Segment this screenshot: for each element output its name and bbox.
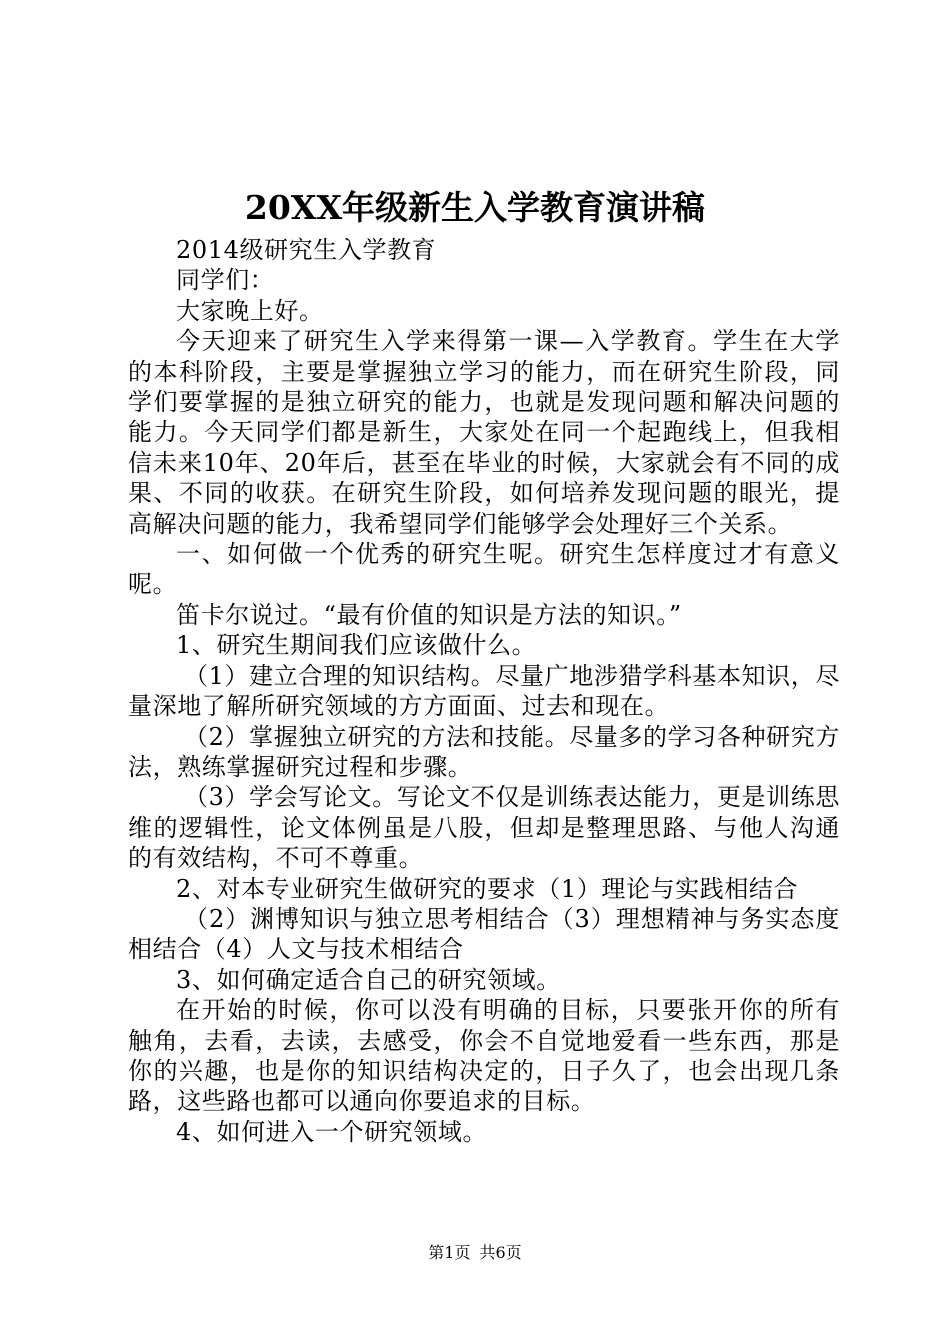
page-number: 第1页 共6页 [428, 1243, 522, 1262]
paragraph-point-1-item-3: （3）学会写论文。写论文不仅是训练表达能力，更是训练思维的逻辑性，论文体例虽是八股，但却是整理思路、与他人沟通的有效结构，不可不尊重。 [128, 783, 840, 873]
paragraph-point-1: 1、研究生期间我们应该做什么。 [176, 631, 537, 660]
paragraph-section-1-heading: 一、如何做一个优秀的研究生呢。研究生怎样度过才有意义呢。 [128, 540, 840, 599]
paragraph-point-4: 4、如何进入一个研究领域。 [176, 1117, 488, 1146]
paragraph-point-1-item-1: （1）建立合理的知识结构。尽量广地涉猎学科基本知识，尽量深地了解所研究领域的方方面面、过去和现在。 [128, 661, 840, 721]
document-title: 20XX年级新生入学教育演讲稿 [244, 188, 706, 227]
paragraph-quote: 笛卡尔说过。“最有价值的知识是方法的知识。” [176, 600, 682, 629]
paragraph-salutation: 同学们： [176, 266, 275, 295]
paragraph-intro: 今天迎来了研究生入学来得第一课—入学教育。学生在大学的本科阶段，主要是掌握独立学习的能力，而在研究生阶段，同学们要掌握的是独立研究的能力，也就是发现问题和解决问题的能力。今天同学们都是新生，大家处在同一个起跑线上，但我相信未来10年、20年后，甚至在毕业的时候，大家就会有不同的成果、不同的收获。在研究生阶段，如何培养发现问题的眼光，提高解决问题的能力，我希望同学们能够学会处理好三个关系。 [128, 327, 840, 538]
paragraph-subtitle: 2014级研究生入学教育 [176, 236, 437, 264]
document-body [128, 235, 840, 1147]
paragraph-point-3-body: 在开始的时候，你可以没有明确的目标，只要张开你的所有触角，去看，去读，去感受，你会不自觉地爱看一些东西，那是你的兴趣，也是你的知识结构决定的，日子久了，也会出现几条路，这些路也都可以通向你要追求的目标。 [128, 996, 840, 1116]
paragraph-point-3: 3、如何确定适合自己的研究领域。 [176, 965, 561, 994]
paragraph-point-1-item-2: （2）掌握独立研究的方法和技能。尽量多的学习各种研究方法，熟练掌握研究过程和步骤。 [128, 722, 840, 781]
paragraph-point-2-items: （2）渊博知识与独立思考相结合（3）理想精神与务实态度相结合（4）人文与技术相结合 [128, 904, 840, 964]
paragraph-point-2: 2、对本专业研究生做研究的要求（1）理论与实践相结合 [176, 874, 799, 903]
paragraph-greeting: 大家晚上好。 [176, 296, 324, 325]
